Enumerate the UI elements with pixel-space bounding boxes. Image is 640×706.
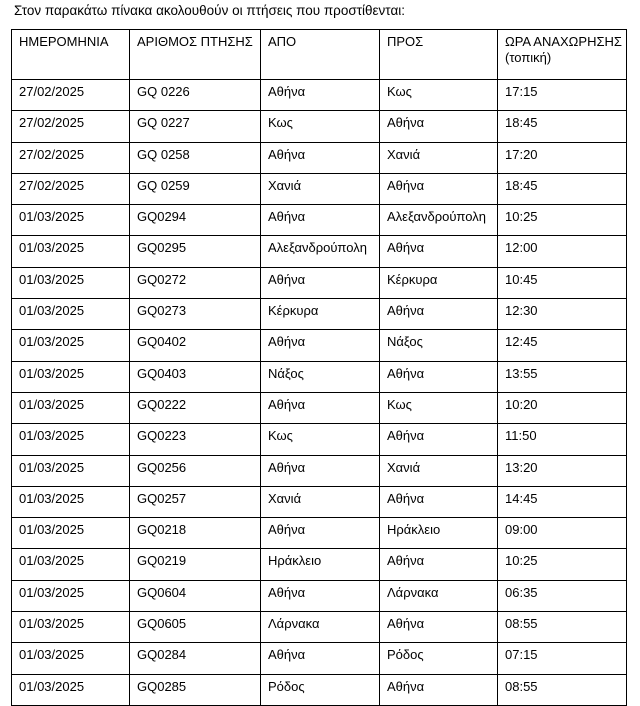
cell-flight: GQ0257 (130, 486, 261, 517)
cell-to: Κέρκυρα (380, 267, 498, 298)
cell-to: Αθήνα (380, 674, 498, 705)
cell-date: 01/03/2025 (12, 361, 130, 392)
cell-flight: GQ 0259 (130, 173, 261, 204)
table-row (12, 486, 627, 517)
cell-date: 27/02/2025 (12, 111, 130, 142)
table-row (12, 142, 627, 173)
cell-time: 08:55 (498, 674, 627, 705)
cell-date: 01/03/2025 (12, 580, 130, 611)
cell-from: Κως (261, 111, 380, 142)
cell-time: 13:20 (498, 455, 627, 486)
cell-date: 01/03/2025 (12, 643, 130, 674)
cell-flight: GQ0295 (130, 236, 261, 267)
cell-date: 01/03/2025 (12, 424, 130, 455)
table-row (12, 518, 627, 549)
cell-flight: GQ 0258 (130, 142, 261, 173)
cell-date: 01/03/2025 (12, 299, 130, 330)
cell-time: 12:30 (498, 299, 627, 330)
cell-flight: GQ 0227 (130, 111, 261, 142)
table-row (12, 111, 627, 142)
cell-flight: GQ0284 (130, 643, 261, 674)
cell-flight: GQ0604 (130, 580, 261, 611)
cell-to: Αθήνα (380, 111, 498, 142)
table-row (12, 205, 627, 236)
cell-to: Κως (380, 80, 498, 111)
table-row (12, 392, 627, 423)
cell-to: Αθήνα (380, 361, 498, 392)
table-body (12, 80, 627, 706)
table-row (12, 549, 627, 580)
cell-to: Αθήνα (380, 236, 498, 267)
table-row (12, 455, 627, 486)
table-row (12, 267, 627, 298)
cell-date: 01/03/2025 (12, 267, 130, 298)
cell-date: 01/03/2025 (12, 236, 130, 267)
cell-date: 01/03/2025 (12, 674, 130, 705)
header-flight-number: ΑΡΙΘΜΟΣ ΠΤΗΣΗΣ (130, 30, 261, 80)
header-to: ΠΡΟΣ (380, 30, 498, 80)
table-row (12, 173, 627, 204)
header-departure-time-note: (τοπική) (505, 50, 552, 65)
cell-time: 10:20 (498, 392, 627, 423)
cell-date: 01/03/2025 (12, 518, 130, 549)
cell-to: Αθήνα (380, 424, 498, 455)
cell-flight: GQ0403 (130, 361, 261, 392)
cell-from: Νάξος (261, 361, 380, 392)
cell-time: 17:20 (498, 142, 627, 173)
cell-time: 12:00 (498, 236, 627, 267)
cell-to: Αθήνα (380, 173, 498, 204)
cell-time: 18:45 (498, 111, 627, 142)
cell-from: Λάρνακα (261, 612, 380, 643)
cell-from: Χανιά (261, 486, 380, 517)
table-row (12, 643, 627, 674)
intro-text: Στον παρακάτω πίνακα ακολουθούν οι πτήσεις που προστίθενται: (14, 3, 405, 18)
cell-time: 09:00 (498, 518, 627, 549)
cell-flight: GQ0273 (130, 299, 261, 330)
cell-from: Αθήνα (261, 205, 380, 236)
table-header-row (12, 30, 627, 80)
cell-from: Αθήνα (261, 455, 380, 486)
cell-to: Αλεξανδρούπολη (380, 205, 498, 236)
cell-to: Χανιά (380, 142, 498, 173)
cell-flight: GQ0219 (130, 549, 261, 580)
cell-flight: GQ0256 (130, 455, 261, 486)
cell-to: Χανιά (380, 455, 498, 486)
cell-flight: GQ0222 (130, 392, 261, 423)
header-departure-time (498, 30, 627, 80)
cell-date: 01/03/2025 (12, 549, 130, 580)
cell-from: Αθήνα (261, 518, 380, 549)
cell-date: 01/03/2025 (12, 486, 130, 517)
cell-from: Αλεξανδρούπολη (261, 236, 380, 267)
cell-from: Χανιά (261, 173, 380, 204)
cell-from: Ρόδος (261, 674, 380, 705)
cell-flight: GQ0272 (130, 267, 261, 298)
cell-from: Κέρκυρα (261, 299, 380, 330)
table-row (12, 674, 627, 705)
cell-flight: GQ 0226 (130, 80, 261, 111)
table-row (12, 330, 627, 361)
cell-from: Αθήνα (261, 142, 380, 173)
cell-to: Αθήνα (380, 299, 498, 330)
cell-date: 01/03/2025 (12, 612, 130, 643)
cell-to: Ρόδος (380, 643, 498, 674)
cell-time: 10:25 (498, 205, 627, 236)
cell-from: Ηράκλειο (261, 549, 380, 580)
cell-time: 18:45 (498, 173, 627, 204)
header-date: ΗΜΕΡΟΜΗΝΙΑ (12, 30, 130, 80)
cell-to: Ηράκλειο (380, 518, 498, 549)
cell-from: Κως (261, 424, 380, 455)
table-row (12, 580, 627, 611)
cell-from: Αθήνα (261, 580, 380, 611)
cell-from: Αθήνα (261, 643, 380, 674)
cell-time: 06:35 (498, 580, 627, 611)
cell-flight: GQ0294 (130, 205, 261, 236)
cell-time: 17:15 (498, 80, 627, 111)
cell-date: 01/03/2025 (12, 392, 130, 423)
table-row (12, 299, 627, 330)
cell-from: Αθήνα (261, 330, 380, 361)
cell-time: 07:15 (498, 643, 627, 674)
cell-date: 27/02/2025 (12, 173, 130, 204)
cell-flight: GQ0605 (130, 612, 261, 643)
cell-date: 01/03/2025 (12, 205, 130, 236)
cell-time: 11:50 (498, 424, 627, 455)
cell-date: 27/02/2025 (12, 142, 130, 173)
cell-to: Αθήνα (380, 549, 498, 580)
cell-flight: GQ0285 (130, 674, 261, 705)
cell-date: 01/03/2025 (12, 455, 130, 486)
cell-time: 08:55 (498, 612, 627, 643)
cell-to: Λάρνακα (380, 580, 498, 611)
table-row (12, 80, 627, 111)
cell-time: 14:45 (498, 486, 627, 517)
table-row (12, 361, 627, 392)
cell-date: 01/03/2025 (12, 330, 130, 361)
cell-time: 12:45 (498, 330, 627, 361)
header-from: ΑΠΟ (261, 30, 380, 80)
cell-flight: GQ0402 (130, 330, 261, 361)
cell-flight: GQ0218 (130, 518, 261, 549)
header-departure-time-label: ΩΡΑ ΑΝΑΧΩΡΗΣΗΣ (505, 34, 622, 49)
table-row (12, 424, 627, 455)
table-row (12, 236, 627, 267)
cell-time: 10:25 (498, 549, 627, 580)
cell-from: Αθήνα (261, 267, 380, 298)
cell-date: 27/02/2025 (12, 80, 130, 111)
cell-to: Κως (380, 392, 498, 423)
cell-to: Αθήνα (380, 486, 498, 517)
cell-to: Αθήνα (380, 612, 498, 643)
cell-time: 13:55 (498, 361, 627, 392)
table-row (12, 612, 627, 643)
cell-flight: GQ0223 (130, 424, 261, 455)
cell-from: Αθήνα (261, 80, 380, 111)
flights-table (11, 29, 627, 706)
cell-to: Νάξος (380, 330, 498, 361)
cell-from: Αθήνα (261, 392, 380, 423)
cell-time: 10:45 (498, 267, 627, 298)
